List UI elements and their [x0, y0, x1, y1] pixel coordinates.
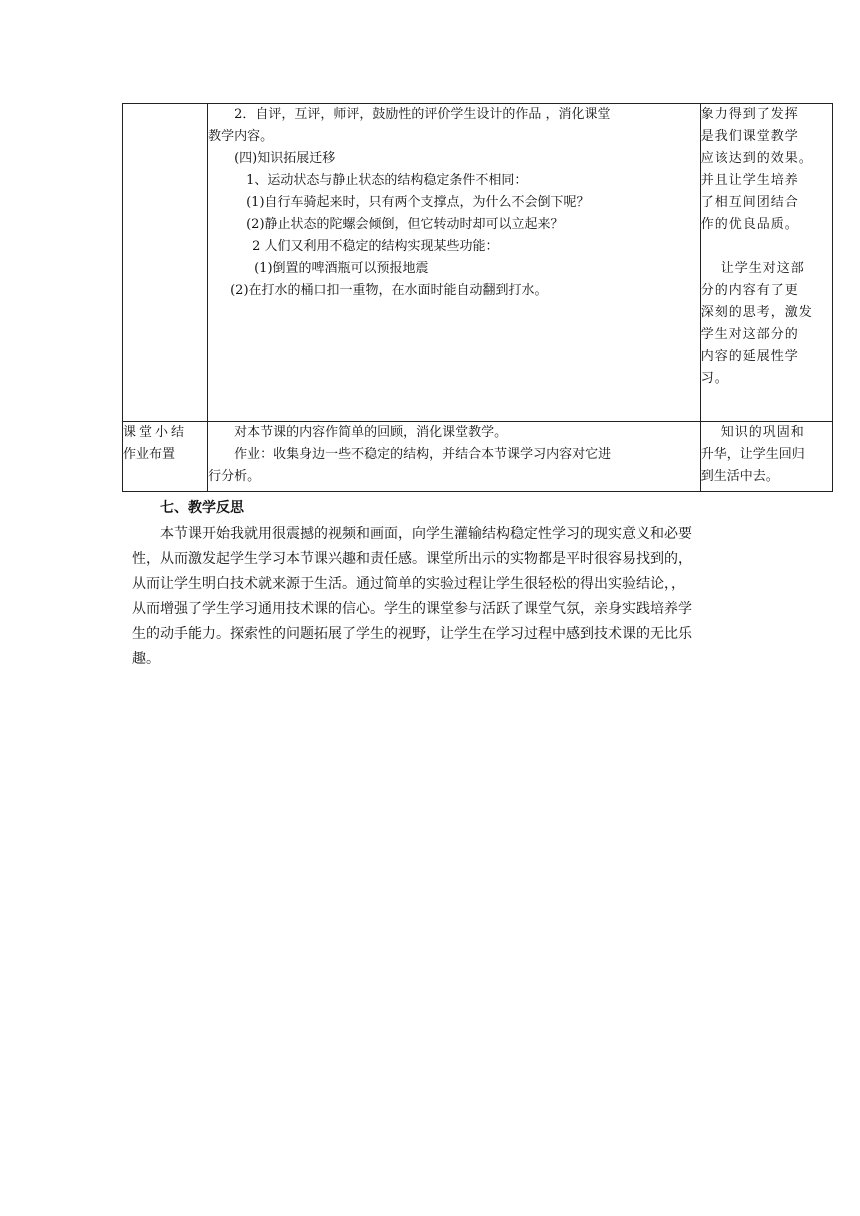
- intent-line: 作的优良品质。: [700, 217, 799, 232]
- intent-line: 了相互间团结合: [700, 195, 799, 210]
- summary-intent-cell: [700, 422, 832, 492]
- point-line: (1)倒置的啤酒瓶可以预报地震: [254, 261, 429, 276]
- intent-line: 学生对这部分的: [700, 327, 799, 342]
- reflection-line: 从而让学生明白技术就来源于生活。通过简单的实验过程让学生很轻松的得出实验结论，，: [132, 576, 685, 592]
- design-intent-cell: [700, 104, 832, 422]
- subsection-title: (四)知识拓展迁移: [234, 151, 336, 166]
- table-row: [123, 422, 833, 492]
- intent-line: 并且让学生培养: [700, 173, 799, 188]
- intent-line: 到生活中去。: [700, 469, 779, 484]
- intent-line: 习。: [700, 371, 729, 386]
- homework-line: 作业：收集身边一些不稳定的结构，并结合本节课学习内容对它进: [234, 447, 612, 462]
- label-cell-empty: [123, 104, 208, 422]
- evaluation-line-cont: 教学内容。: [208, 129, 274, 144]
- homework-label: 作业布置: [123, 447, 176, 462]
- reflection-line: 生的动手能力。探索性的问题拓展了学生的视野，让学生在学习过程中感到技术课的无比乐: [132, 626, 692, 642]
- point-line: 1、运动状态与静止状态的结构稳定条件不相同：: [246, 173, 528, 188]
- intent-line: 升华，让学生回归: [700, 447, 805, 462]
- intent-line: 知识的巩固和: [720, 425, 805, 440]
- reflection-line: 本节课开始我就用很震撼的视频和画面，向学生灌输结构稳定性学习的现实意义和必要: [160, 526, 692, 542]
- summary-label: 课堂小结: [123, 425, 188, 440]
- point-line: (1)自行车骑起来时，只有两个支撑点，为什么不会倒下呢？: [246, 195, 590, 210]
- summary-cell: [208, 422, 701, 492]
- intent-line: 应该达到的效果。: [700, 151, 813, 166]
- intent-line: 是我们课堂教学: [700, 129, 799, 144]
- point-line: 2 人们又利用不稳定的结构实现某些功能：: [252, 239, 499, 254]
- summary-line: 对本节课的内容作简单的回顾，消化课堂教学。: [234, 425, 508, 440]
- point-line: (2)在打水的桶口扣一重物，在水面时能自动翻到打水。: [230, 283, 548, 298]
- intent-line: 象力得到了发挥: [700, 107, 799, 122]
- intent-line: 深刻的思考，激发: [700, 305, 813, 320]
- reflection-line: 从而增强了学生学习通用技术课的信心。学生的课堂参与活跃了课堂气氛，亲身实践培养学: [132, 601, 692, 617]
- homework-line-cont: 行分析。: [208, 469, 261, 484]
- evaluation-line: 2．自评，互评，师评，鼓励性的评价学生设计的作品 ，消化课堂: [234, 107, 611, 122]
- reflection-line: 性，从而激发起学生学习本节课兴趣和责任感。课堂所出示的实物都是平时很容易找到的，: [132, 551, 692, 567]
- point-line: (2)静止状态的陀螺会倾倒，但它转动时却可以立起来？: [246, 217, 564, 232]
- table-row: [123, 104, 833, 422]
- intent-line: 让学生对这部: [720, 261, 805, 276]
- lesson-plan-table: [122, 103, 833, 492]
- reflection-paragraph: [132, 522, 732, 672]
- intent-line: 内容的延展性学: [700, 349, 799, 364]
- reflection-line: 趣。: [132, 651, 160, 667]
- summary-label-cell: [123, 422, 208, 492]
- section-heading: 七、教学反思: [160, 500, 244, 516]
- activity-cell: [208, 104, 701, 422]
- intent-line: 分的内容有了更: [700, 283, 799, 298]
